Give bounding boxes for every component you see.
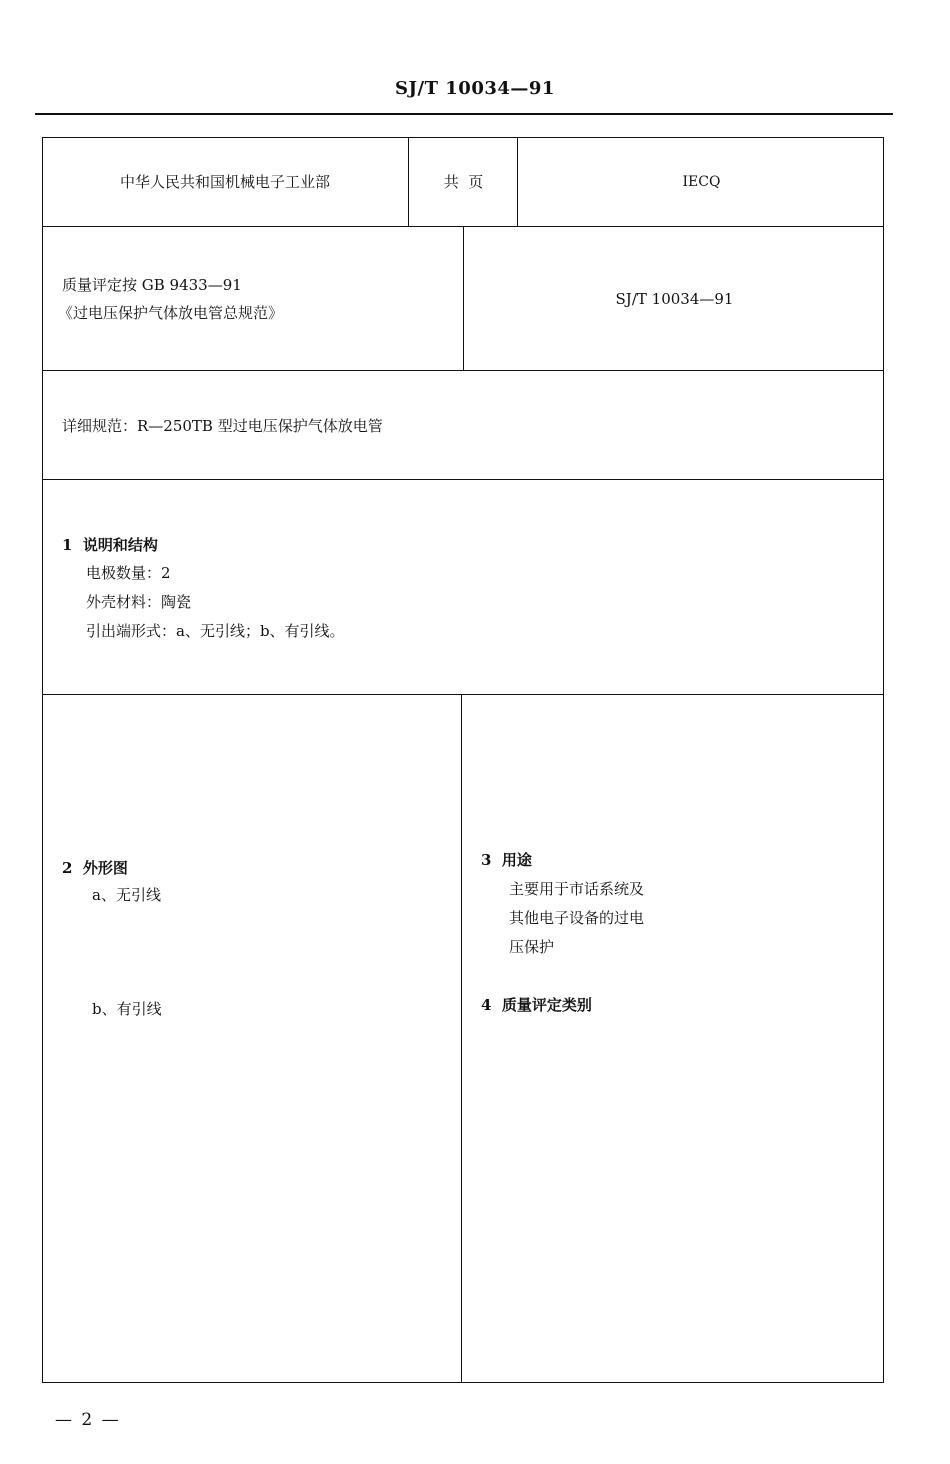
lower-divider [461,694,462,1383]
section3-heading: 3 用途 [481,851,532,869]
standard-number: SJ/T 10034—91 [615,290,734,308]
general-spec-title: 《过电压保护气体放电管总规范》 [58,304,284,322]
terminal-form: 引出端形式：a、无引线；b、有引线。 [86,622,345,640]
row2-divider [463,226,464,371]
detail-spec-title: 详细规范：R—250TB 型过电压保护气体放电管 [62,417,383,435]
section2-heading: 2 外形图 [62,859,128,877]
usage-line-3: 压保护 [509,938,555,956]
row3-bottom-line [42,479,884,480]
usage-line-1: 主要用于市话系统及 [509,880,645,898]
header-rule [35,113,893,115]
outline-option-b: b、有引线 [92,1000,162,1018]
section1-heading: 1 说明和结构 [62,536,158,554]
row1-divider-2 [517,137,518,227]
outline-option-a: a、无引线 [92,886,161,904]
section4-heading: 4 质量评定类别 [481,996,592,1014]
section1-bottom-line [42,694,884,695]
page-number: — 2 — [55,1410,121,1430]
row2-bottom-line [42,370,884,371]
pages-label: 共 页 [443,173,484,191]
electrode-count: 电极数量：2 [86,564,171,582]
assessment-basis: 质量评定按 GB 9433—91 [62,276,242,294]
usage-line-2: 其他电子设备的过电 [509,909,645,927]
housing-material: 外壳材料：陶瓷 [86,593,192,611]
row1-divider-1 [408,137,409,227]
ministry-name: 中华人民共和国机械电子工业部 [119,173,330,191]
iecq-label: IECQ [682,174,721,190]
document-code-header: SJ/T 10034—91 [395,78,555,99]
